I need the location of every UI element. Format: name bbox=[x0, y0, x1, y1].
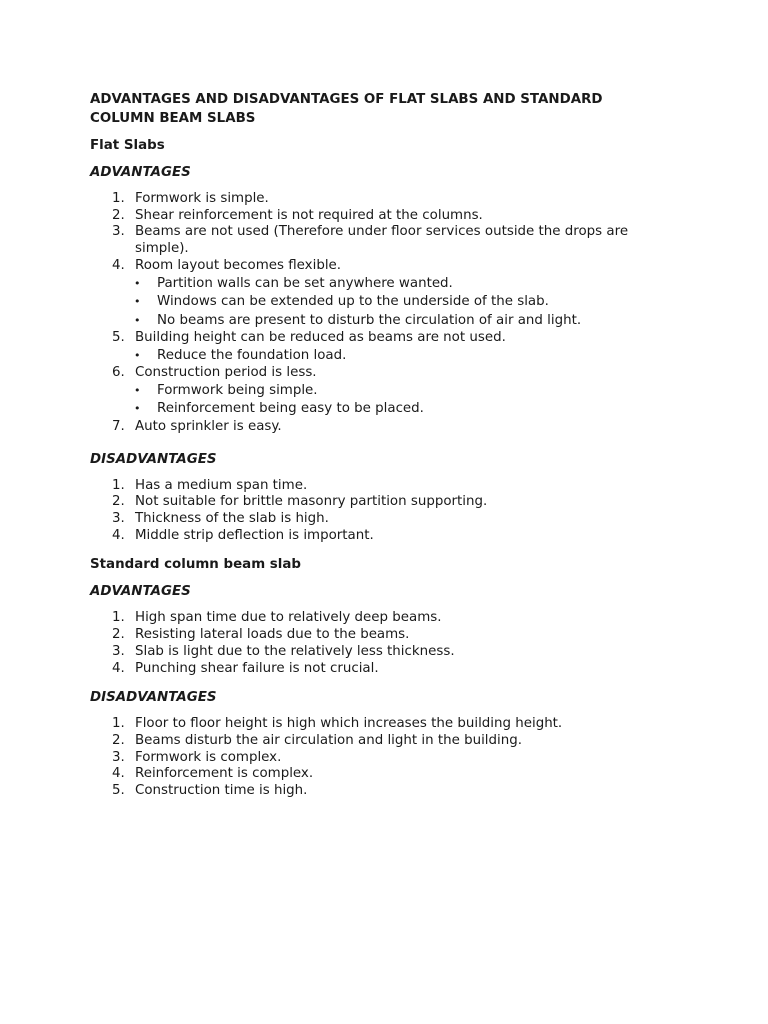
bullet-item bbox=[90, 312, 668, 331]
bullet-glyph: • bbox=[134, 295, 141, 309]
bullet-item bbox=[90, 293, 668, 312]
list-number: 2. bbox=[112, 732, 125, 748]
list-item bbox=[90, 511, 668, 528]
list-item-text: Reinforcement is complex. bbox=[135, 766, 314, 782]
bullet-item bbox=[90, 275, 668, 294]
bullet-glyph: • bbox=[134, 348, 141, 362]
list-item bbox=[90, 783, 668, 800]
advantage-5-bullet-list bbox=[90, 347, 668, 366]
list-item bbox=[90, 733, 668, 750]
flat-slabs-advantages-list-cont-7 bbox=[90, 419, 668, 436]
list-number: 3. bbox=[112, 224, 125, 240]
list-item bbox=[90, 528, 668, 545]
list-number: 2. bbox=[112, 627, 125, 643]
document-title: ADVANTAGES AND DISADVANTAGES OF FLAT SLABS AND STANDARD COLUMN BEAM SLABS bbox=[90, 92, 603, 126]
list-item-text: Construction period is less. bbox=[135, 365, 317, 381]
flat-slabs-advantages-heading: ADVANTAGES bbox=[90, 165, 191, 180]
list-number: 7. bbox=[112, 418, 125, 434]
list-item bbox=[90, 478, 668, 495]
list-number: 3. bbox=[112, 643, 125, 659]
list-item bbox=[90, 750, 668, 767]
flat-slabs-advantages-list bbox=[90, 191, 668, 275]
standard-slab-advantages-list bbox=[90, 610, 668, 677]
list-item-text: Not suitable for brittle masonry partition supporting. bbox=[135, 494, 488, 510]
bullet-text: Reinforcement being easy to be placed. bbox=[157, 401, 424, 417]
flat-slabs-disadvantages-list bbox=[90, 478, 668, 545]
list-number: 4. bbox=[112, 660, 125, 676]
bullet-text: Windows can be extended up to the underside of the slab. bbox=[157, 294, 549, 310]
bullet-glyph: • bbox=[134, 402, 141, 416]
list-number: 6. bbox=[112, 365, 125, 381]
list-number: 3. bbox=[112, 749, 125, 765]
list-item-text: Middle strip deflection is important. bbox=[135, 527, 374, 543]
list-item-text: Slab is light due to the relatively less thickness. bbox=[135, 643, 455, 659]
list-item-text: Auto sprinkler is easy. bbox=[135, 418, 282, 434]
bullet-text: Reduce the foundation load. bbox=[157, 347, 347, 363]
list-number: 4. bbox=[112, 766, 125, 782]
bullet-item bbox=[90, 347, 668, 366]
section-heading-standard-slab: Standard column beam slab bbox=[90, 557, 301, 573]
list-item-text: High span time due to relatively deep beams. bbox=[135, 610, 442, 626]
list-item bbox=[90, 766, 668, 783]
list-item bbox=[90, 644, 668, 661]
list-item-text: Beams are not used (Therefore under floor services outside the drops are simple). bbox=[135, 224, 629, 257]
list-number: 1. bbox=[112, 610, 125, 626]
flat-slabs-advantages-list-cont-6 bbox=[90, 365, 668, 382]
list-item bbox=[90, 365, 668, 382]
list-number: 3. bbox=[112, 511, 125, 527]
bullet-text: No beams are present to disturb the circulation of air and light. bbox=[157, 312, 582, 328]
standard-slab-disadvantages-list bbox=[90, 716, 668, 800]
bullet-glyph: • bbox=[134, 383, 141, 397]
list-number: 5. bbox=[112, 783, 125, 799]
list-item bbox=[90, 494, 668, 511]
list-number: 2. bbox=[112, 494, 125, 510]
list-item bbox=[90, 258, 668, 275]
advantage-4-bullet-list bbox=[90, 275, 668, 331]
list-number: 2. bbox=[112, 207, 125, 223]
list-number: 1. bbox=[112, 191, 125, 206]
list-number: 1. bbox=[112, 477, 125, 493]
standard-slab-disadvantages-heading: DISADVANTAGES bbox=[90, 690, 217, 706]
bullet-glyph: • bbox=[134, 313, 141, 327]
list-item-text: Has a medium span time. bbox=[135, 477, 308, 493]
list-item-text: Thickness of the slab is high. bbox=[135, 511, 329, 527]
list-item bbox=[90, 716, 668, 733]
list-item-text: Room layout becomes flexible. bbox=[135, 257, 342, 273]
list-item-text: Formwork is complex. bbox=[135, 749, 282, 765]
bullet-glyph: • bbox=[134, 276, 141, 290]
list-item-text: Construction time is high. bbox=[135, 783, 308, 799]
list-item-text: Resisting lateral loads due to the beams. bbox=[135, 627, 410, 643]
flat-slabs-advantages-list-cont-5 bbox=[90, 330, 668, 347]
list-item-text: Shear reinforcement is not required at the columns. bbox=[135, 207, 483, 223]
list-item-text: Building height can be reduced as beams are not used. bbox=[135, 330, 506, 346]
list-number: 4. bbox=[112, 257, 125, 273]
list-item-text: Floor to floor height is high which increases the building height. bbox=[135, 716, 563, 732]
list-number: 1. bbox=[112, 716, 125, 732]
standard-slab-advantages-heading: ADVANTAGES bbox=[90, 584, 191, 600]
list-item bbox=[90, 627, 668, 644]
bullet-text: Partition walls can be set anywhere wanted. bbox=[157, 275, 453, 291]
bullet-item bbox=[90, 400, 668, 419]
flat-slabs-disadvantages-heading: DISADVANTAGES bbox=[90, 451, 217, 467]
list-number: 4. bbox=[112, 527, 125, 543]
list-item bbox=[90, 224, 668, 257]
list-item bbox=[90, 610, 668, 627]
list-item-text: Formwork is simple. bbox=[135, 191, 269, 206]
advantage-6-bullet-list bbox=[90, 382, 668, 419]
list-item bbox=[90, 330, 668, 347]
section-heading-flat-slabs: Flat Slabs bbox=[90, 138, 165, 153]
list-item bbox=[90, 661, 668, 678]
list-item bbox=[90, 419, 668, 436]
bullet-item bbox=[90, 382, 668, 401]
bullet-text: Formwork being simple. bbox=[157, 382, 318, 398]
list-item bbox=[90, 208, 668, 225]
list-number: 5. bbox=[112, 330, 125, 346]
list-item-text: Punching shear failure is not crucial. bbox=[135, 660, 379, 676]
list-item bbox=[90, 191, 668, 208]
list-item-text: Beams disturb the air circulation and light in the building. bbox=[135, 732, 522, 748]
